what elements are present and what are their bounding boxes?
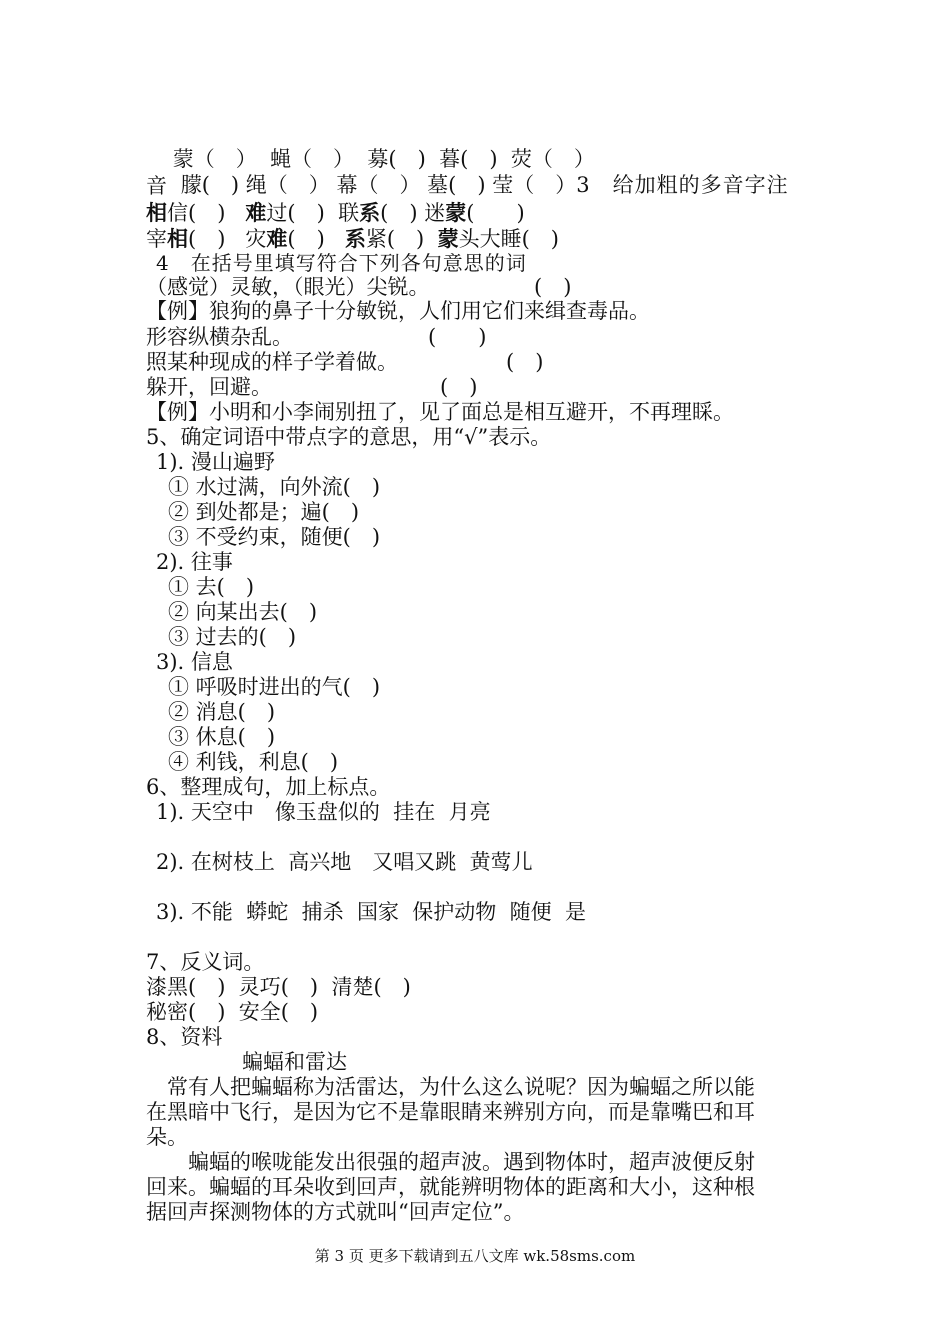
- q5-option: ① 去( ): [168, 575, 255, 599]
- article-para1-line: 朵。: [146, 1125, 188, 1149]
- bold-char: 系: [344, 226, 366, 251]
- q3-heading: 3 给加粗的多音字注: [576, 173, 789, 197]
- bold-char: 相: [146, 200, 167, 225]
- q2-item: 莹（ ）: [492, 173, 577, 197]
- q2-item: 荧（ ）: [510, 147, 595, 171]
- char: 灾: [245, 227, 267, 251]
- q2-item: 暮( ): [439, 147, 498, 171]
- article-para1-line: 常有人把蝙蝠称为活雷达，为什么这么说呢？因为蝙蝠之所以能: [146, 1075, 755, 1099]
- q4-line1-blank: ( ): [534, 275, 572, 299]
- q4-item2-blank: ( ): [506, 350, 544, 374]
- q5-group-title: 2). 往事: [156, 550, 233, 574]
- q5-option: ③ 不受约束，随便( ): [168, 525, 381, 549]
- q7-row1: 漆黑( ) 灵巧( ) 清楚( ): [146, 975, 411, 999]
- q5-heading: 5、确定词语中带点字的意思，用“√”表示。: [146, 425, 552, 449]
- article-para1-line: 在黑暗中飞行，是因为它不是靠眼睛来辨别方向，而是靠嘴巴和耳: [146, 1100, 755, 1124]
- q4-item1: 形容纵横杂乱。: [146, 325, 293, 349]
- q3-row2: [146, 226, 559, 252]
- q4-example1: 【例】狼狗的鼻子十分敏锐，人们用它们来缉查毒品。: [146, 299, 650, 323]
- q2-item: 朦( ): [180, 173, 240, 197]
- q5-option: ① 呼吸时进出的气( ): [168, 675, 381, 699]
- q2-item: 蒙（ ）: [172, 147, 257, 171]
- q4-line1-text: （感觉）灵敏，（眼光）尖锐。: [146, 275, 430, 299]
- q2-item: 募( ): [367, 147, 426, 171]
- q2-item: 绳（ ）: [245, 173, 330, 197]
- q7-row2: 秘密( ) 安全( ): [146, 1000, 319, 1024]
- q5-option: ③ 休息( ): [168, 725, 276, 749]
- q5-group-title: 3). 信息: [156, 650, 233, 674]
- q6-item: 2). 在树枝上 高兴地 又唱又跳 黄莺儿: [156, 850, 533, 874]
- q2-item: 蝇（ ）: [270, 147, 355, 171]
- q5-option: ② 向某出去( ): [168, 600, 318, 624]
- bold-char: 难: [245, 200, 267, 225]
- char: 联: [338, 201, 360, 225]
- q4-item3: 躲开，回避。: [146, 375, 272, 399]
- bold-char: 系: [359, 200, 381, 225]
- char: 迷: [424, 201, 446, 225]
- blank: ( ): [188, 227, 226, 251]
- blank: 头大睡( ): [458, 227, 559, 251]
- q5-option: ② 消息( ): [168, 700, 276, 724]
- char: 宰: [146, 227, 167, 251]
- q4-item3-blank: ( ): [440, 375, 478, 399]
- q5-option: ③ 过去的( ): [168, 625, 297, 649]
- q8-heading: 8、资料: [146, 1025, 223, 1049]
- blank: ( ): [380, 201, 418, 225]
- q7-heading: 7、反义词。: [146, 950, 265, 974]
- article-para2-line: 回来。蝙蝠的耳朵收到回声，就能辨明物体的距离和大小，这种根: [146, 1175, 755, 1199]
- q4-heading: 4 在括号里填写符合下列各句意思的词: [156, 251, 527, 275]
- q5-option: ② 到处都是；遍( ): [168, 500, 360, 524]
- q5-group-title: 1). 漫山遍野: [156, 450, 275, 474]
- bold-char: 蒙: [437, 226, 459, 251]
- q2-item: 幕（ ）: [336, 173, 421, 197]
- bold-char: 蒙: [445, 200, 467, 225]
- blank: 紧( ): [365, 227, 425, 251]
- q6-item: 3). 不能 蟒蛇 捕杀 国家 保护动物 随便 是: [156, 900, 587, 924]
- bold-char: 相: [167, 226, 188, 251]
- q4-line1: [146, 275, 430, 300]
- article-title: 蝙蝠和雷达: [242, 1050, 347, 1074]
- q3-heading-cont: 音: [146, 174, 167, 198]
- bold-char: 难: [266, 226, 288, 251]
- q4-item1-blank: ( ): [428, 325, 487, 349]
- q5-option: ④ 利钱，利息( ): [168, 750, 339, 774]
- page-footer: 第 3 页 更多下载请到五八文库 wk.58sms.com: [314, 1247, 636, 1265]
- blank: ( ): [466, 201, 525, 225]
- q6-item: 1). 天空中 像玉盘似的 挂在 月亮: [156, 800, 491, 824]
- blank: ( ): [287, 227, 325, 251]
- q3-row1: [146, 200, 525, 226]
- q4-item2: 照某种现成的样子学着做。: [146, 350, 398, 374]
- blank: 信( ): [167, 201, 226, 225]
- q2-item: 墓( ): [427, 173, 486, 197]
- article-para2-line: 据回声探测物体的方式就叫“回声定位”。: [146, 1200, 525, 1224]
- q4-example2: 【例】小明和小李闹别扭了，见了面总是相互避开，不再理睬。: [146, 400, 734, 424]
- blank: 过( ): [266, 201, 325, 225]
- article-para2-line: 蝙蝠的喉咙能发出很强的超声波。遇到物体时，超声波便反射: [146, 1150, 755, 1174]
- q5-option: ① 水过满，向外流( ): [168, 475, 381, 499]
- q6-heading: 6、整理成句，加上标点。: [146, 775, 391, 799]
